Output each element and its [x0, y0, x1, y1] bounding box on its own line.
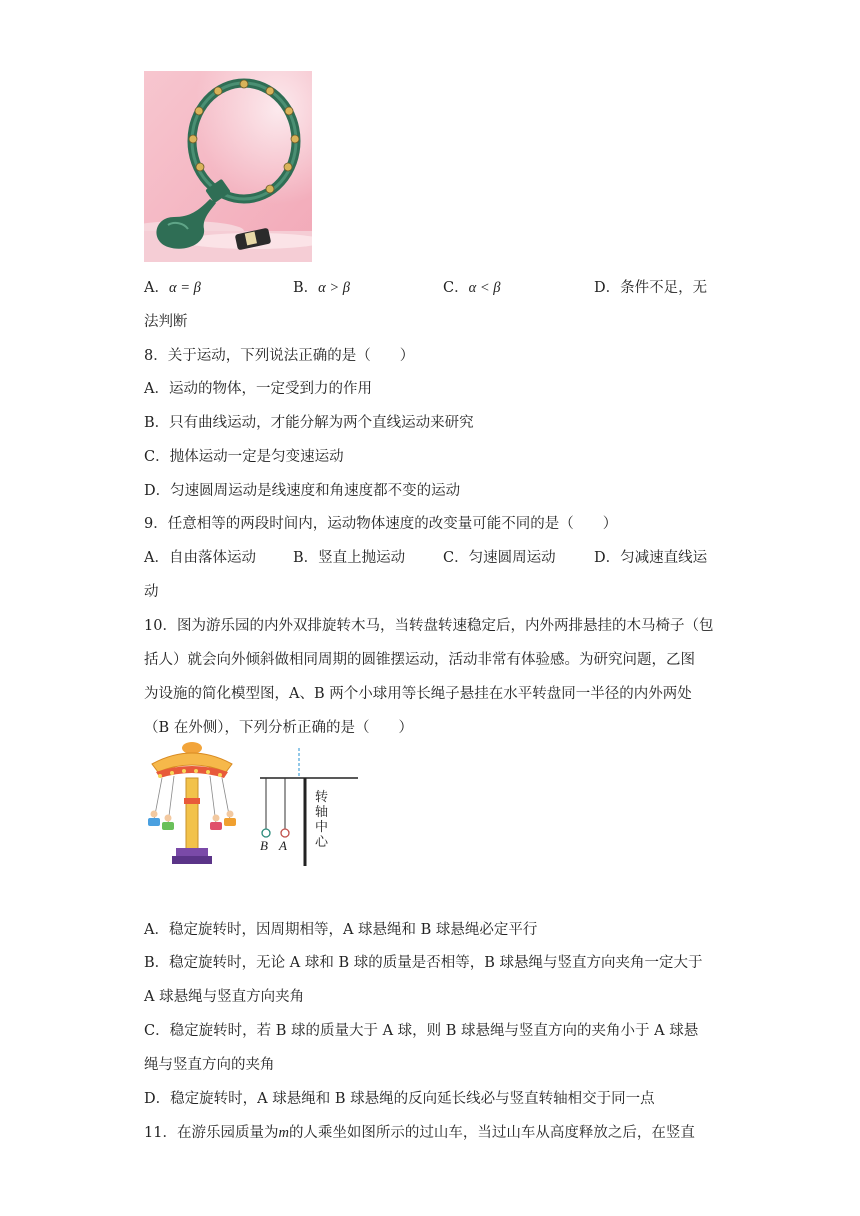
q7-option-d-cont: 法判断 [144, 314, 188, 330]
q10-option-b-cont: A 球悬绳与竖直方向夹角 [144, 989, 305, 1005]
hula-hoop-photo [144, 71, 312, 262]
ball-b-label: B [260, 838, 268, 853]
q9-option-b: B．竖直上抛运动 [293, 550, 406, 566]
q7-option-c-expr: α < β [468, 280, 501, 296]
q10-stem-line-4: （B 在外侧），下列分析正确的是（ ） [144, 720, 414, 736]
q7-option-a-label: A． [144, 280, 169, 296]
q10-option-b: B．稳定旋转时，无论 A 球和 B 球的质量是否相等，B 球悬绳与竖直方向夹角一定大于 [144, 955, 703, 971]
rotation-axis-label: 转轴中心 [315, 790, 329, 850]
q11-stem [144, 1121, 695, 1142]
q8-option-b: B．只有曲线运动，才能分解为两个直线运动来研究 [144, 415, 474, 431]
q9-option-c: C．匀速圆周运动 [443, 550, 556, 566]
q7-option-d [594, 276, 707, 297]
q8-stem: 8．关于运动，下列说法正确的是（ ） [144, 348, 415, 364]
carousel-illustration [146, 738, 238, 866]
q10-option-d: D．稳定旋转时，A 球悬绳和 B 球悬绳的反向延长线必与竖直转轴相交于同一点 [144, 1091, 655, 1107]
q10-stem-line-1: 10．图为游乐园的内外双排旋转木马，当转盘转速稳定后，内外两排悬挂的木马椅子（包 [144, 618, 714, 634]
q9-option-d: D．匀减速直线运 [594, 550, 708, 566]
q7-option-b-expr: α > β [318, 280, 351, 296]
q11-mass-var: m [278, 1125, 289, 1141]
q7-option-d-text: 条件不足，无 [620, 280, 708, 296]
q7-option-a-expr: α = β [168, 280, 201, 296]
q10-stem-line-2: 括人）就会向外倾斜做相同周期的圆锥摆运动，活动非常有体验感。为研究问题，乙图 [144, 652, 695, 668]
ball-b [262, 829, 270, 837]
q10-option-c: C．稳定旋转时，若 B 球的质量大于 A 球，则 B 球悬绳与竖直方向的夹角小于 A 球悬 [144, 1023, 699, 1039]
q8-option-d: D．匀速圆周运动是线速度和角速度都不变的运动 [144, 483, 461, 499]
q7-option-d-label: D． [594, 280, 621, 296]
q10-option-c-cont: 绳与竖直方向的夹角 [144, 1057, 275, 1073]
q11-stem-before: 11．在游乐园质量为 [144, 1125, 279, 1141]
q10-stem-line-3: 为设施的简化模型图，A、B 两个小球用等长绳子悬挂在水平转盘同一半径的内外两处 [144, 686, 692, 702]
q8-option-a: A．运动的物体，一定受到力的作用 [144, 381, 372, 397]
q9-option-d-cont: 动 [144, 584, 159, 600]
q7-option-b-label: B． [293, 280, 319, 296]
q9-stem: 9．任意相等的两段时间内，运动物体速度的改变量可能不同的是（ ） [144, 516, 618, 532]
ball-a-label: A [279, 838, 287, 853]
q7-option-b [293, 276, 350, 297]
ball-a [281, 829, 289, 837]
q7-option-c [443, 276, 500, 297]
q7-option-c-label: C． [443, 280, 469, 296]
carousel-model-diagram [254, 746, 362, 866]
q7-option-a [144, 276, 201, 297]
q10-option-a: A．稳定旋转时，因周期相等，A 球悬绳和 B 球悬绳必定平行 [144, 922, 538, 938]
q8-option-c: C．抛体运动一定是匀变速运动 [144, 449, 344, 465]
q11-stem-after: 的人乘坐如图所示的过山车，当过山车从高度释放之后，在竖直 [288, 1125, 695, 1141]
q9-option-a: A．自由落体运动 [144, 550, 256, 566]
